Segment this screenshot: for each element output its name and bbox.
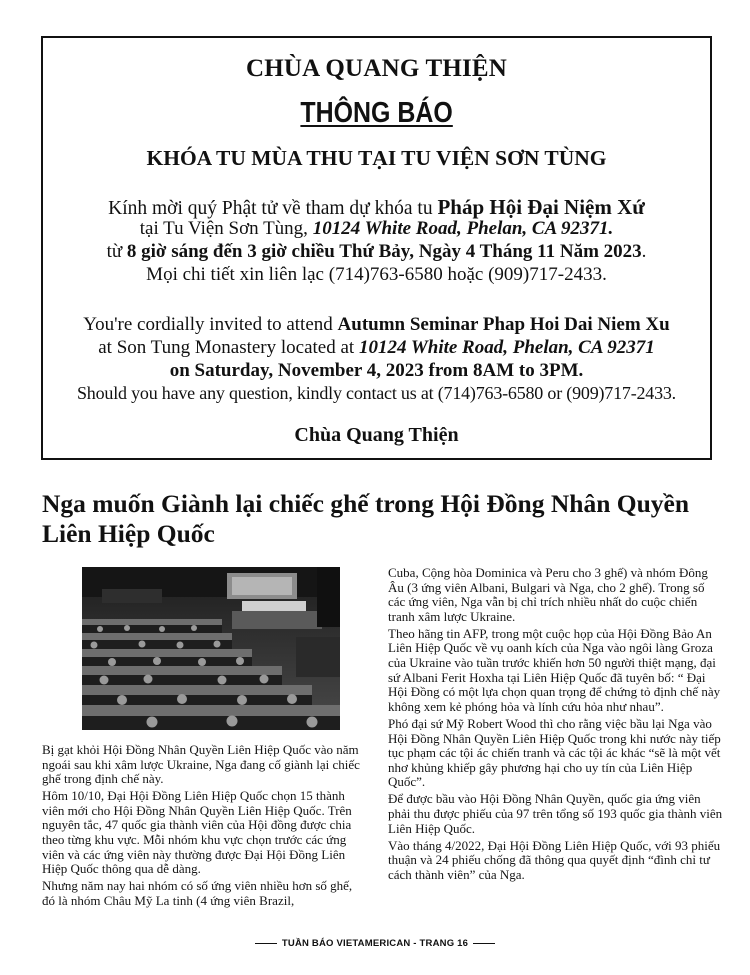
notice-temple-name: CHÙA QUANG THIỆN [245,55,508,82]
notice-subheading: KHÓA TU MÙA THU TẠI TU VIỆN SƠN TÙNG [146,146,607,170]
article-column-left [42,743,364,911]
notice-vi-line-2: tại Tu Viện Sơn Tùng, 10124 White Road, Phelan, CA 92371. [139,218,614,239]
notice-vi-line-3: từ 8 giờ sáng đến 3 giờ chiều Thứ Bảy, Ngày 4 Tháng 11 Năm 2023. [106,241,647,262]
article-paragraph: Nhưng năm nay hai nhóm có số ứng viên nhiều hơn số ghế, đó là nhóm Châu Mỹ La tinh (4 ứng viên Brazil, [42,878,353,908]
un-assembly-photo-image [82,567,340,730]
footer-rule-left [255,943,277,944]
event-notice-box [41,36,712,460]
notice-heading: THÔNG BÁO [300,97,453,129]
article-paragraph: Theo hãng tin AFP, trong một cuộc họp của Hội Đồng Bảo An Liên Hiệp Quốc về vụ oanh kích của Nga vào ngôi làng Groza của Ukraine vào tuần trước khiến hơn 50 người thiệt mạng, đại sứ Albani Ferit Hoxha tại Liên Hiệp Quốc đã tuyên bố: “ Đại Hội Đồng có một lựa chọn quan trọng để chứng tỏ định chế này không xem kẻ phóng hỏa và lính cứu hỏa như nhau”. [388,625,721,714]
notice-en-line-2: at Son Tung Monastery located at 10124 White Road, Phelan, CA 92371 [98,337,655,358]
un-assembly-photo [82,567,340,730]
notice-en-line-1: You're cordially invited to attend Autumn Seminar Phap Hoi Dai Niem Xu [83,314,670,335]
article-paragraph: Vào tháng 4/2022, Đại Hội Đồng Liên Hiệp Quốc, với 93 phiếu thuận và 24 phiếu chống đã thông qua quyết định “đình chỉ tư cách thành viên” của Nga. [388,837,721,882]
notice-en-line-4: Should you have any question, kindly contact us at (714)763-6580 or (909)717-2433. [76,383,676,403]
footer-text: TUẦN BÁO VIETAMERICAN - TRANG 16 [281,938,469,949]
article-column-right [388,566,724,885]
footer-rule-right [473,943,495,944]
notice-vi-line-1: Kính mời quý Phật tử về tham dự khóa tu Pháp Hội Đại Niệm Xứ [108,195,645,219]
page-footer [0,938,750,949]
article-paragraph: Cuba, Cộng hòa Dominica và Peru cho 3 ghế) và nhóm Đông Âu (3 ứng viên Albani, Bulgari và Nga, cho 2 ghế). Trong số các ứng viên, Nga vẫn bị chỉ trích nhiều nhất do cuộc chiến tranh xâm lược Ukraine. [388,565,708,624]
notice-vi-line-4: Mọi chi tiết xin liên lạc (714)763-6580 hoặc (909)717-2433. [146,264,607,285]
article-paragraph: Bị gạt khỏi Hội Đồng Nhân Quyền Liên Hiệp Quốc vào năm ngoái sau khi xâm lược Ukraine, Nga đang cố giành lại chiếc ghế trong định chế này. [42,742,360,787]
notice-en-line-3: on Saturday, November 4, 2023 from 8AM to 3PM. [169,360,584,381]
article-paragraph: Phó đại sứ Mỹ Robert Wood thì cho rằng việc bầu lại Nga vào Hội Đồng Nhân Quyền Liên Hiệp Quốc trong khi nước này tiếp tục phạm các tội ác chiến tranh và các tội ác khác “sẽ là một vết nhơ khủng khiếp gây phương hại cho uy tín của Liên Hiệp Quốc”. [388,715,721,790]
notice-signature: Chùa Quang Thiện [294,424,459,446]
article-paragraph: Hôm 10/10, Đại Hội Đồng Liên Hiệp Quốc chọn 15 thành viên mới cho Hội Đồng Nhân Quyền Liên Hiệp Quốc. Trên nguyên tắc, 47 quốc gia thành viên của Hội đồng được chia theo từng khu vực. Mỗi nhóm khu vực chọn trước các ứng viên và các ứng viên này thường được Đại Hội Đồng Liên Hiệp Quốc thông qua dễ dàng. [42,788,352,877]
article-paragraph: Để được bầu vào Hội Đồng Nhân Quyền, quốc gia ứng viên phải thu được phiếu của 97 trên tổng số 193 quốc gia thành viên Liên Hiệp Quốc. [388,791,723,836]
article-title: Nga muốn Giành lại chiếc ghế trong Hội Đồng Nhân Quyền Liên Hiệp Quốc [42,489,690,548]
